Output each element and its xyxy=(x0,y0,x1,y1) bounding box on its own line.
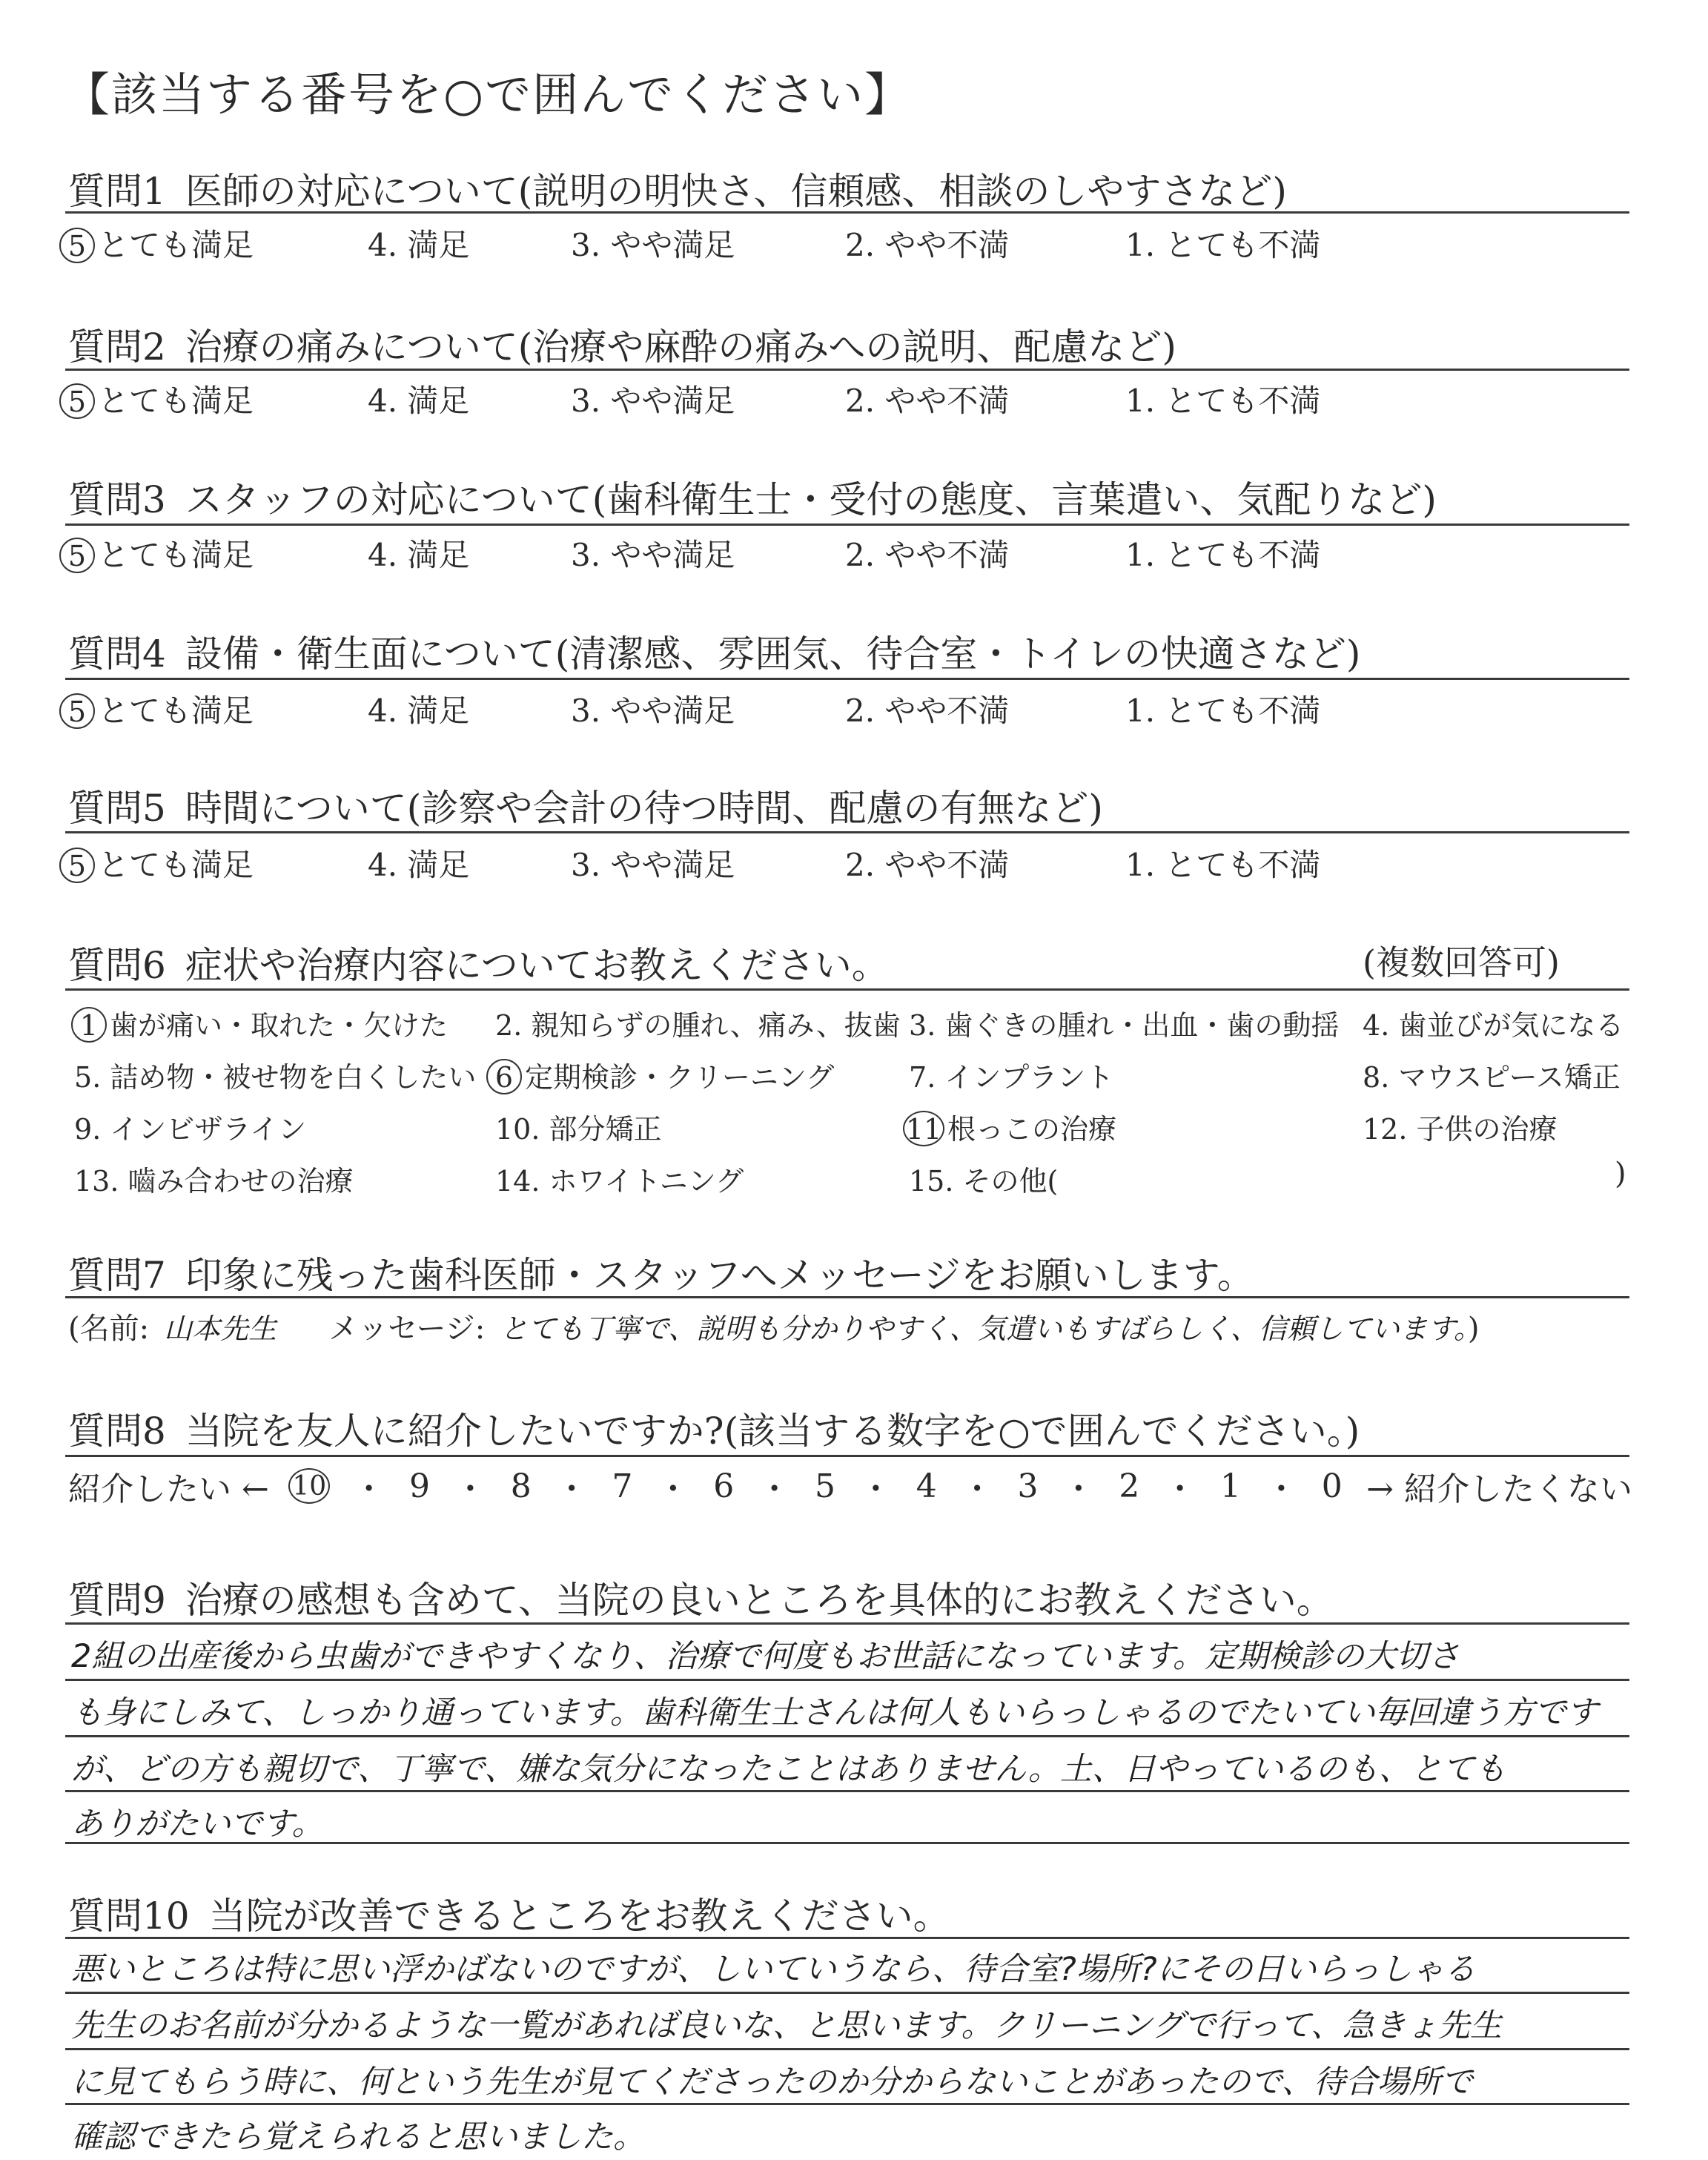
name-value[interactable]: 山本先生 xyxy=(164,1312,277,1345)
q4-option-4[interactable]: 4. 満足 xyxy=(368,693,470,729)
option-label: とても満足 xyxy=(98,693,254,729)
option-label: 定期検診・クリーニング xyxy=(525,1061,835,1094)
answer-rule xyxy=(65,2103,1629,2105)
option-label: 嚙み合わせの治療 xyxy=(128,1165,354,1198)
question-4-heading xyxy=(68,624,1360,678)
option-label: とても満足 xyxy=(98,383,254,419)
scale-separator: ・ xyxy=(758,1470,791,1508)
q9-answer-line-1[interactable]: 2組の出産後から虫歯ができやすくなり、治療で何度もお世話になっています。定期検診の大切さ xyxy=(71,1638,1460,1675)
selection-circle: 11 xyxy=(903,1111,944,1146)
divider xyxy=(65,831,1629,833)
option-label: マウスピース矯正 xyxy=(1398,1061,1621,1094)
message-line xyxy=(68,1305,1479,1347)
question-6-heading xyxy=(68,936,889,989)
q9-answer-line-3[interactable]: が、どの方も親切で、丁寧で、嫌な気分になったことはありません。土、日やっているのも、とても xyxy=(71,1751,1506,1788)
question-number: 質問5 xyxy=(68,787,166,830)
question-text: 症状や治療内容についてお教えください。 xyxy=(185,944,889,987)
option-label: 詰め物・被せ物を白くしたい xyxy=(110,1061,477,1094)
scale-separator: ・ xyxy=(352,1470,385,1508)
q6-option-9[interactable]: 9. インビザライン xyxy=(74,1113,307,1146)
q2-option-3[interactable]: 3. やや満足 xyxy=(571,383,735,419)
answer-rule xyxy=(65,1790,1629,1792)
option-label: 歯ぐきの腫れ・出血・歯の動揺 xyxy=(944,1009,1340,1042)
q6-option-6[interactable] xyxy=(486,1054,834,1095)
recommend-right-label: → 紹介したくない xyxy=(1366,1470,1632,1508)
answer-rule xyxy=(65,1842,1629,1844)
q4-option-1[interactable]: 1. とても不満 xyxy=(1125,693,1321,729)
option-label: インプラント xyxy=(944,1061,1114,1094)
selection-circle: 5 xyxy=(59,848,95,883)
q6-option-8[interactable]: 8. マウスピース矯正 xyxy=(1363,1061,1621,1094)
answer-rule xyxy=(65,1679,1629,1681)
question-10-heading xyxy=(68,1886,950,1940)
q10-answer-line-2[interactable]: 先生のお名前が分かるような一覧があれば良いな、と思います。クリーニングで行って、急きょ先生 xyxy=(71,2007,1502,2044)
q6-option-13[interactable]: 13. 嚙み合わせの治療 xyxy=(74,1165,354,1198)
multiple-answers-note: (複数回答可) xyxy=(1363,942,1560,982)
option-label: 歯並びが気になる xyxy=(1398,1009,1624,1042)
q1-option-1[interactable]: 1. とても不満 xyxy=(1125,227,1321,263)
question-3-heading xyxy=(68,470,1437,524)
answer-rule xyxy=(65,2048,1629,2050)
scale-value-6[interactable]: 6 xyxy=(713,1467,735,1505)
question-text: 時間について(診察や会計の待つ時間、配慮の有無など) xyxy=(185,787,1103,830)
selection-circle: 5 xyxy=(59,693,95,729)
scale-separator: ・ xyxy=(1163,1470,1196,1508)
q6-option-7[interactable]: 7. インプラント xyxy=(909,1061,1114,1094)
q1-option-3[interactable]: 3. やや満足 xyxy=(571,227,735,263)
question-text: スタッフの対応について(歯科衛生士・受付の態度、言葉遣い、気配りなど) xyxy=(185,478,1437,521)
q6-option-10[interactable]: 10. 部分矯正 xyxy=(495,1113,662,1146)
option-label: とても満足 xyxy=(98,227,254,263)
message-label: メッセージ: xyxy=(328,1312,486,1346)
q3-option-2[interactable]: 2. やや不満 xyxy=(845,537,1010,573)
scale-separator: ・ xyxy=(859,1470,893,1508)
scale-value-4[interactable]: 4 xyxy=(916,1467,937,1505)
q1-option-2[interactable]: 2. やや不満 xyxy=(845,227,1010,263)
q4-option-5[interactable] xyxy=(59,687,254,731)
question-1-heading xyxy=(68,162,1287,215)
q10-answer-line-3[interactable]: に見てもらう時に、何という先生が見てくださったのか分からないことがあったので、待合場所で xyxy=(71,2064,1473,2101)
q10-answer-line-1[interactable]: 悪いところは特に思い浮かばないのですが、しいていうなら、待合室?場所?にその日いらっしゃる xyxy=(71,1951,1476,1988)
name-label: (名前: xyxy=(68,1312,150,1346)
recommend-scale xyxy=(68,1462,1632,1510)
question-number: 質問3 xyxy=(68,478,166,521)
divider xyxy=(65,1455,1629,1457)
q6-option-2[interactable]: 2. 親知らずの腫れ、痛み、抜歯 xyxy=(495,1009,901,1042)
answer-rule xyxy=(65,1992,1629,1994)
divider xyxy=(65,211,1629,214)
scale-separator: ・ xyxy=(1265,1470,1298,1508)
scale-value-0[interactable]: 0 xyxy=(1321,1467,1343,1505)
question-text: 医師の対応について(説明の明快さ、信頼感、相談のしやすさなど) xyxy=(185,170,1287,213)
option-label: 歯が痛い・取れた・欠けた xyxy=(110,1009,448,1042)
q6-option-5[interactable]: 5. 詰め物・被せ物を白くしたい xyxy=(74,1061,477,1094)
q5-option-3[interactable]: 3. やや満足 xyxy=(571,847,735,883)
divider xyxy=(65,988,1629,991)
question-number: 質問9 xyxy=(68,1579,166,1622)
divider xyxy=(65,524,1629,526)
q1-option-5[interactable] xyxy=(59,221,254,265)
q6-option-1[interactable] xyxy=(71,1003,448,1043)
message-close-paren: ) xyxy=(1467,1312,1480,1346)
scale-value-3[interactable]: 3 xyxy=(1017,1467,1039,1505)
question-number: 質問10 xyxy=(68,1895,190,1938)
option-label: その他( xyxy=(962,1165,1059,1198)
question-number: 質問1 xyxy=(68,170,166,213)
selection-circle: 5 xyxy=(59,228,95,263)
scale-value-1[interactable]: 1 xyxy=(1219,1467,1241,1505)
option-label: 親知らずの腫れ、痛み、抜歯 xyxy=(531,1009,901,1042)
question-5-heading xyxy=(68,779,1103,832)
q5-option-1[interactable]: 1. とても不満 xyxy=(1125,847,1321,883)
question-text: 治療の痛みについて(治療や麻酔の痛みへの説明、配慮など) xyxy=(185,326,1176,369)
option-label: ホワイトニング xyxy=(549,1165,744,1198)
selection-circle: 5 xyxy=(59,383,95,419)
recommend-left-label: 紹介したい ← xyxy=(68,1470,269,1508)
q5-option-5[interactable] xyxy=(59,841,254,885)
divider xyxy=(65,678,1629,680)
divider xyxy=(65,1937,1629,1939)
option-label: とても満足 xyxy=(98,847,254,883)
q5-option-2[interactable]: 2. やや不満 xyxy=(845,847,1010,883)
question-number: 質問4 xyxy=(68,633,166,676)
selection-circle: 1 xyxy=(71,1007,107,1043)
option-label: 根っこの治療 xyxy=(947,1113,1117,1146)
q4-option-3[interactable]: 3. やや満足 xyxy=(571,693,735,729)
scale-value-10-selected[interactable]: 10 xyxy=(288,1468,330,1504)
scale-separator: ・ xyxy=(555,1470,589,1508)
scale-separator: ・ xyxy=(961,1470,994,1508)
divider xyxy=(65,369,1629,371)
answer-rule xyxy=(65,1735,1629,1737)
scale-separator: ・ xyxy=(454,1470,487,1508)
scale-separator: ・ xyxy=(1062,1470,1095,1508)
question-2-heading xyxy=(68,317,1176,371)
scale-value-5[interactable]: 5 xyxy=(814,1467,835,1505)
q9-answer-line-4[interactable]: ありがたいです。 xyxy=(71,1806,324,1843)
q2-option-4[interactable]: 4. 満足 xyxy=(368,383,470,419)
question-7-heading xyxy=(68,1246,1254,1299)
question-number: 質問8 xyxy=(68,1410,166,1453)
question-number: 質問7 xyxy=(68,1254,166,1297)
question-number: 質問6 xyxy=(68,944,166,987)
scale-value-8[interactable]: 8 xyxy=(510,1467,532,1505)
scale-value-9[interactable]: 9 xyxy=(408,1467,430,1505)
question-text: 印象に残った歯科医師・スタッフへメッセージをお願いします。 xyxy=(185,1254,1254,1297)
option-label: とても満足 xyxy=(98,537,254,573)
q6-option-11[interactable] xyxy=(903,1106,1116,1147)
selection-circle: 6 xyxy=(486,1059,522,1094)
question-text: 治療の感想も含めて、当院の良いところを具体的にお教えください。 xyxy=(185,1579,1334,1622)
question-text: 当院が改善できるところをお教えください。 xyxy=(208,1895,950,1938)
scale-value-2[interactable]: 2 xyxy=(1119,1467,1140,1505)
scale-value-7[interactable]: 7 xyxy=(612,1467,633,1505)
option-label: 子供の治療 xyxy=(1416,1113,1558,1146)
question-text: 設備・衛生面について(清潔感、雰囲気、待合室・トイレの快適さなど) xyxy=(185,633,1361,676)
q3-option-3[interactable]: 3. やや満足 xyxy=(571,537,735,573)
message-value[interactable]: とても丁寧で、説明も分かりやすく、気遣いもすばらしく、信頼しています。 xyxy=(500,1312,1468,1345)
question-8-heading xyxy=(68,1401,1360,1455)
q9-answer-line-2[interactable]: も身にしみて、しっかり通っています。歯科衛生士さんは何人もいらっしゃるのでたいてい毎回違う方です xyxy=(71,1694,1598,1731)
q10-answer-line-4[interactable]: 確認できたら覚えられると思いました。 xyxy=(71,2118,645,2156)
q3-option-1[interactable]: 1. とても不満 xyxy=(1125,537,1321,573)
other-close-paren: ) xyxy=(1615,1157,1626,1191)
question-number: 質問2 xyxy=(68,326,166,369)
q6-option-14[interactable]: 14. ホワイトニング xyxy=(495,1165,744,1198)
q2-option-5[interactable] xyxy=(59,377,254,421)
scale-separator: ・ xyxy=(656,1470,689,1508)
q6-option-15[interactable]: 15. その他( xyxy=(909,1165,1059,1198)
q4-option-2[interactable]: 2. やや不満 xyxy=(845,693,1010,729)
q5-option-4[interactable]: 4. 満足 xyxy=(368,847,470,883)
q6-option-3[interactable]: 3. 歯ぐきの腫れ・出血・歯の動揺 xyxy=(909,1009,1340,1042)
q3-option-5[interactable] xyxy=(59,531,254,575)
q6-option-12[interactable]: 12. 子供の治療 xyxy=(1363,1113,1558,1146)
q2-option-2[interactable]: 2. やや不満 xyxy=(845,383,1010,419)
divider xyxy=(65,1296,1629,1298)
q6-option-4[interactable]: 4. 歯並びが気になる xyxy=(1363,1009,1624,1042)
q1-option-4[interactable]: 4. 満足 xyxy=(368,227,470,263)
q2-option-1[interactable]: 1. とても不満 xyxy=(1125,383,1321,419)
divider xyxy=(65,1622,1629,1625)
option-label: 部分矯正 xyxy=(549,1113,662,1146)
question-9-heading xyxy=(68,1571,1334,1624)
question-text: 当院を友人に紹介したいですか?(該当する数字を○で囲んでください。) xyxy=(185,1410,1360,1453)
page-title: 【該当する番号を○で囲んでください】 xyxy=(64,67,913,122)
selection-circle: 5 xyxy=(59,538,95,573)
q3-option-4[interactable]: 4. 満足 xyxy=(368,537,470,573)
option-label: インビザライン xyxy=(110,1113,307,1146)
